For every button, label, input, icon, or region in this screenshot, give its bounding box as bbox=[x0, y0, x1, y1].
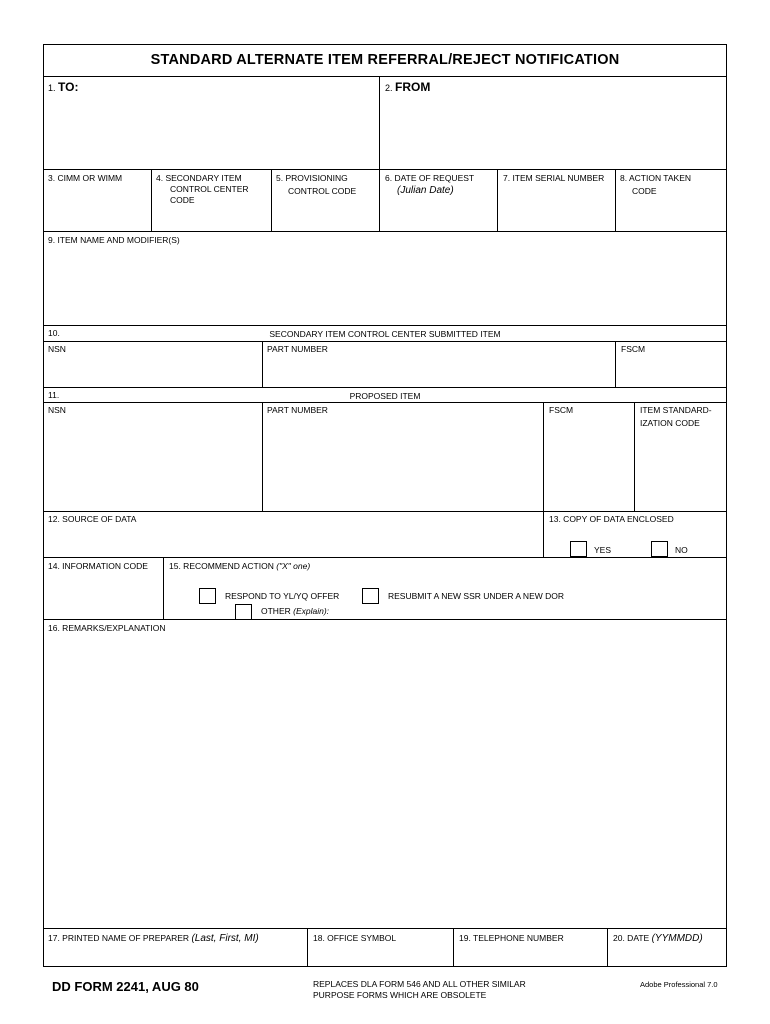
other-label bbox=[261, 606, 329, 617]
from-field[interactable] bbox=[385, 96, 721, 164]
div-11-part-fscm bbox=[543, 402, 544, 511]
div-11-nsn-part bbox=[262, 402, 263, 511]
div-3-4 bbox=[151, 169, 152, 231]
info-code-field[interactable] bbox=[48, 580, 158, 610]
other-title: OTHER bbox=[261, 606, 291, 616]
sicc-label-3: CODE bbox=[170, 195, 195, 205]
proposed-part-field[interactable] bbox=[267, 420, 539, 506]
from-title: FROM bbox=[395, 80, 431, 94]
proposed-fscm-field[interactable] bbox=[549, 420, 629, 506]
div-19-20 bbox=[607, 928, 608, 967]
respond-label: RESPOND TO YL/YQ OFFER bbox=[225, 591, 340, 601]
recommend-title: 15. RECOMMEND ACTION bbox=[169, 561, 274, 571]
proposed-fscm-label: FSCM bbox=[549, 405, 574, 415]
sicc-label-2: CONTROL CENTER bbox=[170, 184, 249, 194]
other-explain-field[interactable] bbox=[335, 604, 720, 618]
submitted-nsn-field[interactable] bbox=[48, 360, 258, 380]
div-10-nsn-part bbox=[262, 341, 263, 387]
div-to-from bbox=[379, 76, 380, 231]
rule-row9 bbox=[43, 231, 727, 232]
submitted-fscm-label: FSCM bbox=[621, 344, 646, 354]
form-id: DD FORM 2241, AUG 80 bbox=[52, 979, 199, 994]
copy-no-checkbox[interactable] bbox=[651, 541, 668, 557]
sicc-label-1: 4. SECONDARY ITEM bbox=[156, 173, 242, 183]
date-title: 20. DATE bbox=[613, 933, 650, 943]
action-label-2: CODE bbox=[632, 186, 657, 196]
from-label bbox=[385, 80, 430, 94]
date-label bbox=[613, 933, 703, 944]
to-number: 1. bbox=[48, 83, 56, 93]
prov-field[interactable] bbox=[276, 205, 374, 223]
prov-label-2: CONTROL CODE bbox=[288, 186, 357, 196]
div-14-15 bbox=[163, 557, 164, 619]
resubmit-checkbox[interactable] bbox=[362, 588, 379, 604]
rule-row11 bbox=[43, 387, 727, 388]
rule-row11-sub bbox=[43, 402, 727, 403]
copy-yes-checkbox[interactable] bbox=[570, 541, 587, 557]
rule-row10 bbox=[43, 325, 727, 326]
div-11-fscm-std bbox=[634, 402, 635, 511]
replaces-line-2: PURPOSE FORMS WHICH ARE OBSOLETE bbox=[313, 990, 487, 1000]
submitted-heading: SECONDARY ITEM CONTROL CENTER SUBMITTED ITEM bbox=[269, 329, 501, 339]
preparer-hint: (Last, First, MI) bbox=[191, 933, 259, 944]
div-12-13 bbox=[543, 511, 544, 557]
proposed-std-field[interactable] bbox=[640, 434, 722, 506]
rule-row16 bbox=[43, 619, 727, 620]
action-label-1: 8. ACTION TAKEN bbox=[620, 173, 692, 183]
div-18-19 bbox=[453, 928, 454, 967]
preparer-title: 17. PRINTED NAME OF PREPARER bbox=[48, 933, 190, 943]
copy-label: 13. COPY OF DATA ENCLOSED bbox=[549, 514, 674, 524]
date-request-label: 6. DATE OF REQUEST bbox=[385, 173, 475, 183]
remarks-label: 16. REMARKS/EXPLANATION bbox=[48, 623, 166, 633]
from-number: 2. bbox=[385, 83, 393, 93]
proposed-std-label-2: IZATION CODE bbox=[640, 418, 700, 428]
cimm-label: 3. CIMM OR WIMM bbox=[48, 173, 123, 183]
div-17-18 bbox=[307, 928, 308, 967]
submitted-fscm-field[interactable] bbox=[621, 360, 721, 380]
proposed-part-label: PART NUMBER bbox=[267, 405, 328, 415]
action-field[interactable] bbox=[620, 205, 722, 223]
proposed-std-label-1: ITEM STANDARD- bbox=[640, 405, 712, 415]
to-field[interactable] bbox=[48, 96, 374, 164]
date-request-field[interactable] bbox=[385, 205, 493, 223]
sicc-field[interactable] bbox=[156, 209, 266, 227]
proposed-heading: PROPOSED ITEM bbox=[349, 391, 421, 401]
date-field[interactable] bbox=[613, 948, 721, 964]
replaces-line-1: REPLACES DLA FORM 546 AND ALL OTHER SIMILAR bbox=[313, 979, 526, 989]
proposed-number: 11. bbox=[48, 390, 60, 400]
phone-field[interactable] bbox=[459, 948, 603, 964]
recommend-label bbox=[169, 561, 310, 572]
proposed-nsn-label: NSN bbox=[48, 405, 66, 415]
submitted-part-label: PART NUMBER bbox=[267, 344, 328, 354]
to-label bbox=[48, 80, 78, 94]
item-name-label: 9. ITEM NAME AND MODIFIER(S) bbox=[48, 235, 180, 245]
serial-label: 7. ITEM SERIAL NUMBER bbox=[503, 173, 605, 183]
remarks-field[interactable] bbox=[48, 640, 722, 922]
rule-row17 bbox=[43, 928, 727, 929]
serial-field[interactable] bbox=[503, 205, 611, 223]
resubmit-label: RESUBMIT A NEW SSR UNDER A NEW DOR bbox=[388, 591, 565, 601]
other-hint: (Explain): bbox=[293, 606, 330, 616]
other-checkbox[interactable] bbox=[235, 604, 252, 620]
date-hint: (YYMMDD) bbox=[651, 933, 703, 944]
proposed-nsn-field[interactable] bbox=[48, 420, 258, 506]
rule-row10-sub bbox=[43, 341, 727, 342]
div-10-part-fscm bbox=[615, 341, 616, 387]
respond-checkbox[interactable] bbox=[199, 588, 216, 604]
recommend-hint: ("X" one) bbox=[276, 561, 311, 571]
div-6-7 bbox=[497, 169, 498, 231]
rule-row12 bbox=[43, 511, 727, 512]
source-field[interactable] bbox=[48, 530, 538, 552]
item-name-field[interactable] bbox=[48, 250, 722, 320]
div-4-5 bbox=[271, 169, 272, 231]
phone-label: 19. TELEPHONE NUMBER bbox=[459, 933, 564, 943]
submitted-number: 10. bbox=[48, 328, 60, 338]
cimm-field[interactable] bbox=[48, 205, 146, 223]
prov-label-1: 5. PROVISIONING bbox=[276, 173, 348, 183]
div-7-8 bbox=[615, 169, 616, 231]
rule-row14 bbox=[43, 557, 727, 558]
info-code-label: 14. INFORMATION CODE bbox=[48, 561, 148, 571]
copy-no-label: NO bbox=[675, 545, 688, 555]
copy-yes-label: YES bbox=[594, 545, 612, 555]
to-title: TO: bbox=[58, 80, 79, 94]
rule-title bbox=[43, 76, 727, 77]
form-title: STANDARD ALTERNATE ITEM REFERRAL/REJECT NOTIFICATION bbox=[150, 52, 620, 68]
office-label: 18. OFFICE SYMBOL bbox=[313, 933, 397, 943]
submitted-nsn-label: NSN bbox=[48, 344, 66, 354]
office-field[interactable] bbox=[313, 948, 449, 964]
source-label: 12. SOURCE OF DATA bbox=[48, 514, 137, 524]
date-request-hint: (Julian Date) bbox=[397, 185, 454, 196]
software-note: Adobe Professional 7.0 bbox=[640, 980, 718, 989]
submitted-part-field[interactable] bbox=[267, 360, 610, 380]
preparer-field[interactable] bbox=[48, 948, 302, 964]
rule-row3 bbox=[43, 169, 727, 170]
preparer-label bbox=[48, 933, 259, 944]
